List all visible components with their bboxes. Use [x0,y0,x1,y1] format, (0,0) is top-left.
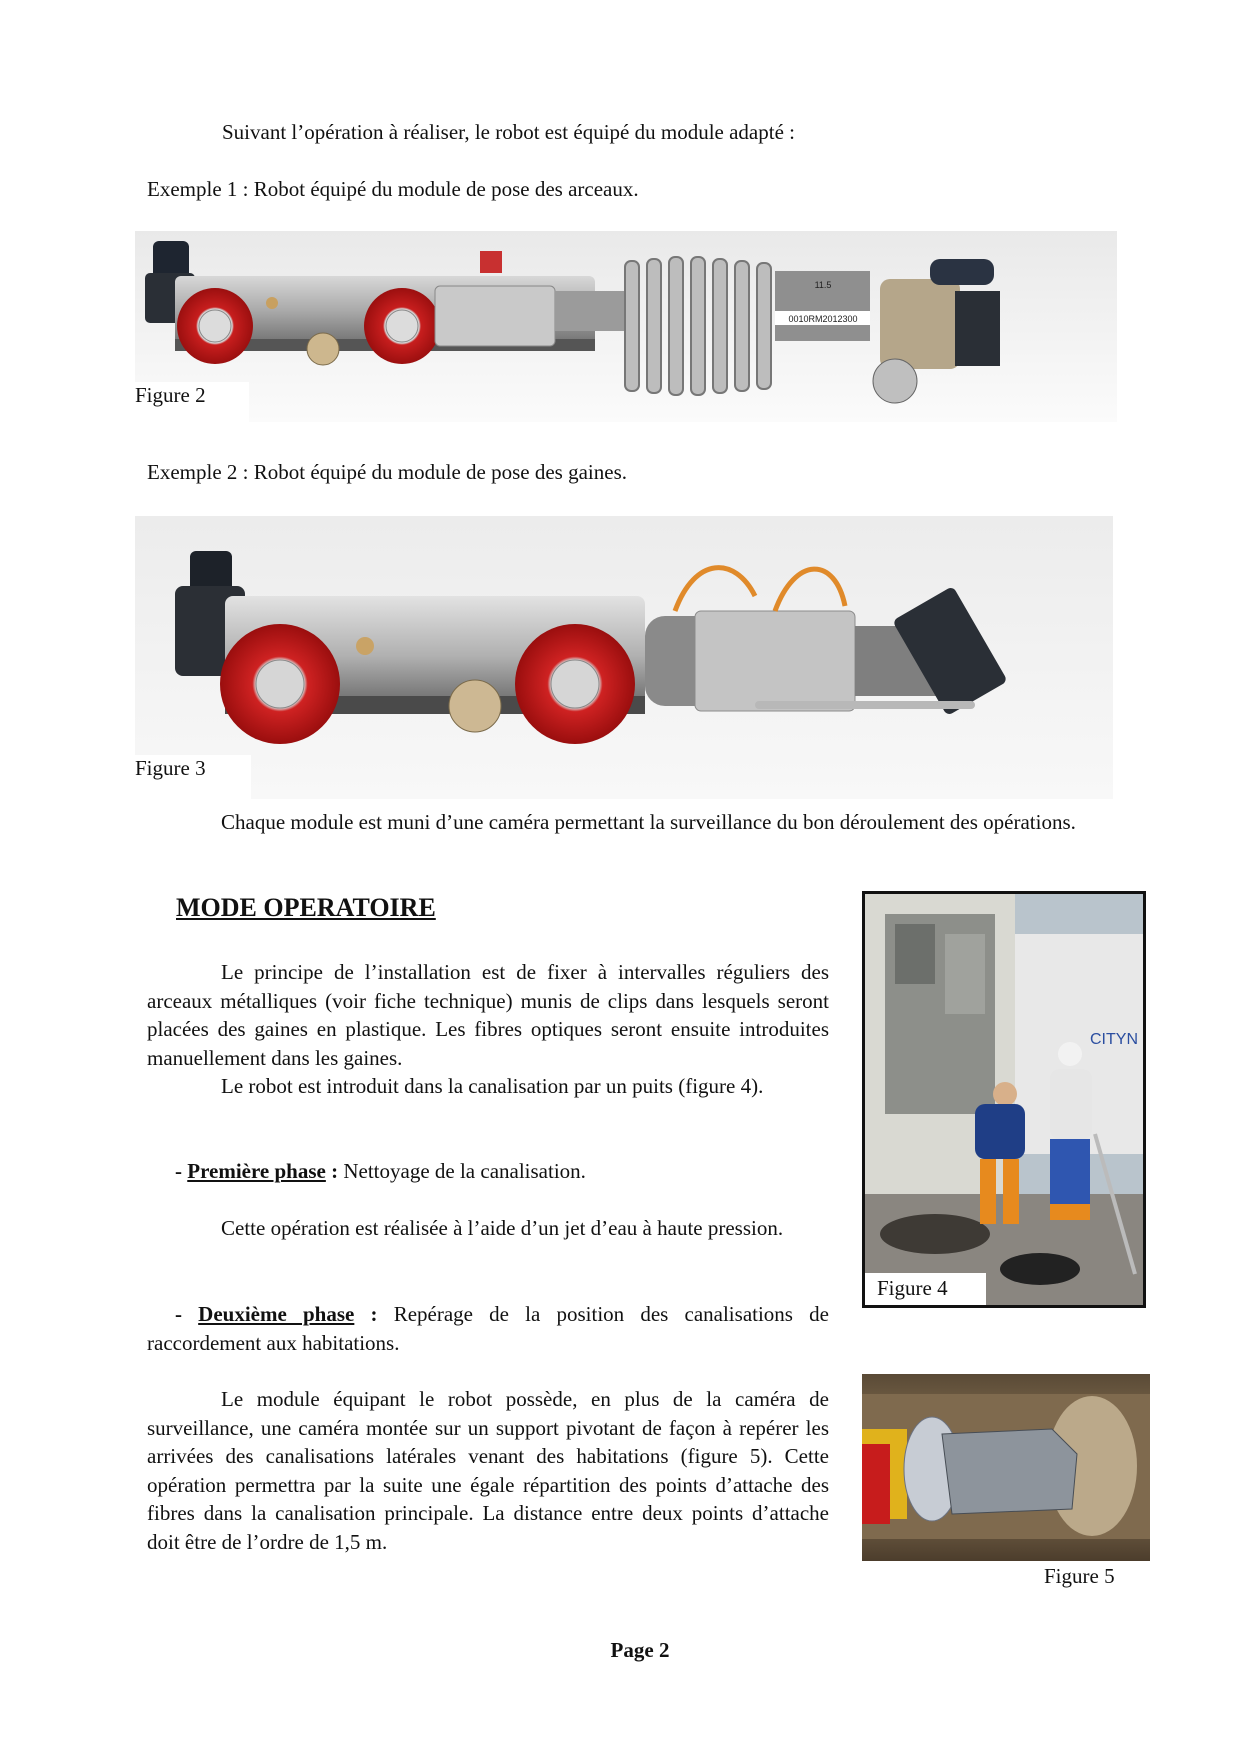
figure4-image [862,891,1146,1308]
phase1-text: Nettoyage de la canalisation. [338,1159,586,1183]
figure3-caption: Figure 3 [135,756,206,780]
figure2-image [135,231,1117,422]
robot1-mark: 11.5 [814,280,832,290]
phase1-label: Première phase [187,1159,326,1183]
paragraph-well: Le robot est introduit dans la canalisation par un puits (figure 4). [221,1074,764,1098]
paragraph-camera-module: Le module équipant le robot possède, en plus de la caméra de surveillance, une caméra montée sur un support pivotant de façon à repérer les arrivées des canalisations latérales venant des habitations (figure 5). Cette opération permettra par la suite une égale répartition des points d’attache des fibres dans la canalisation principale. La distance entre deux points d’attache doit être de l’ordre de 1,5 m. [147,1387,829,1554]
phase2-colon: : [354,1302,378,1326]
robot2-wheel-front [515,624,635,744]
camera-paragraph: Chaque module est muni d’une caméra permettant la surveillance du bon déroulement des opérations. [221,810,1076,834]
figure4-caption: Figure 4 [877,1276,948,1300]
truck-logo: CITYN [1090,1031,1138,1048]
example1-text: Exemple 1 : Robot équipé du module de pose des arceaux. [147,177,639,201]
figure5-caption: Figure 5 [1044,1564,1115,1588]
paragraph-principle: Le principe de l’installation est de fixer à intervalles réguliers des arceaux métalliques (voir fiche technique) munis de clips dans lesquels seront placées des gaines en plastique. Les fibres optiques seront ensuite introduites manuellement dans les gaines. [147,960,829,1070]
phase1-colon: : [325,1159,339,1183]
robot1-wheel-front [364,288,440,364]
intro-text: Suivant l’opération à réaliser, le robot est équipé du module adapté : [222,120,795,144]
figure5-image [862,1374,1150,1561]
phase2-label: Deuxième phase [198,1302,355,1326]
figure4-caption-box [865,1273,986,1305]
phase2-dash: - [175,1302,199,1326]
phase2-text: Repérage de la position des canalisations de raccordement aux habitations. [147,1302,829,1355]
figure2-caption-box [135,382,249,422]
robot1-wheel-rear [177,288,253,364]
section-title: MODE OPERATOIRE [176,893,436,922]
robot1-plate: 0010RM2012300 [788,314,858,324]
example2-text: Exemple 2 : Robot équipé du module de pose des gaines. [147,460,627,484]
phase1-line [175,1157,835,1186]
figure3-image [135,516,1113,799]
phase1-dash: - [175,1159,188,1183]
figure2-caption: Figure 2 [135,383,206,407]
page-number: Page 2 [610,1638,670,1662]
paragraph-water-jet: Cette opération est réalisée à l’aide d’un jet d’eau à haute pression. [221,1216,784,1240]
robot2-wheel-rear [220,624,340,744]
phase2-line [147,1300,829,1357]
figure3-caption-box [135,755,251,799]
